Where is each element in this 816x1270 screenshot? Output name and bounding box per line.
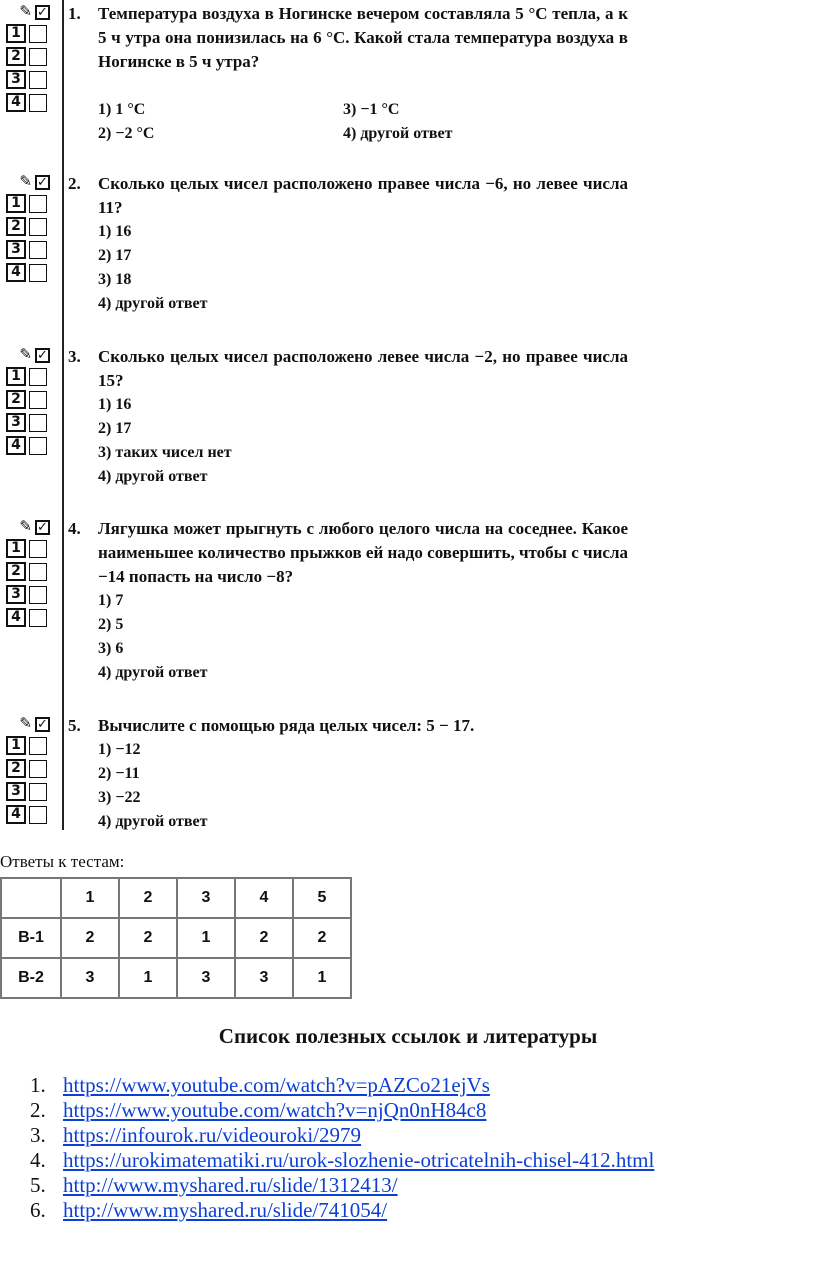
answer-option: 1) 1 °С <box>98 101 146 118</box>
empty-answer-box[interactable] <box>29 391 47 409</box>
pencil-icon: ✎ <box>19 715 32 732</box>
table-row <box>1 918 351 958</box>
answer-choice-row <box>6 261 58 284</box>
answer-option: 4) другой ответ <box>98 468 208 485</box>
answer-cell: 1 <box>293 958 351 998</box>
question-text: Лягушка может прыгнуть с любого целого числа на соседнее. Какое наименьшее количество прыжков ей надо совершить, чтобы с числа −14 попасть на число −8? <box>98 519 628 586</box>
table-header-cell: 2 <box>119 878 177 918</box>
empty-answer-box[interactable] <box>29 218 47 236</box>
answer-choice-row <box>6 45 58 68</box>
empty-answer-box[interactable] <box>29 368 47 386</box>
table-row <box>1 958 351 998</box>
answer-cell: 1 <box>177 918 235 958</box>
answer-option: 2) −11 <box>98 765 140 782</box>
pencil-icon: ✎ <box>19 518 32 535</box>
pen-row <box>6 345 58 365</box>
choice-number-box: 3 <box>6 585 26 604</box>
list-item <box>30 1173 654 1198</box>
pen-row <box>6 2 58 22</box>
answer-option: 3) 18 <box>98 271 132 288</box>
question-number: 5. <box>68 716 81 735</box>
answer-option: 2) 17 <box>98 247 132 264</box>
empty-answer-box[interactable] <box>29 71 47 89</box>
answers-caption: Ответы к тестам: <box>0 852 125 871</box>
answer-option: 4) другой ответ <box>98 295 208 312</box>
answer-option: 4) другой ответ <box>343 125 453 142</box>
empty-answer-box[interactable] <box>29 586 47 604</box>
question-block <box>0 714 640 874</box>
question-number: 2. <box>68 174 81 193</box>
empty-answer-box[interactable] <box>29 737 47 755</box>
empty-answer-box[interactable] <box>29 48 47 66</box>
pencil-icon: ✎ <box>19 3 32 20</box>
table-header-row <box>1 878 351 918</box>
answer-choice-row <box>6 238 58 261</box>
answer-choice-row <box>6 365 58 388</box>
question-text: Вычислите с помощью ряда целых чисел: 5 − 17. <box>98 716 475 735</box>
question-number: 4. <box>68 519 81 538</box>
answer-cell: 1 <box>119 958 177 998</box>
pen-row <box>6 172 58 192</box>
list-item-number: 4. <box>30 1148 46 1172</box>
reference-link[interactable]: http://www.myshared.ru/slide/1312413/ <box>63 1173 398 1197</box>
empty-answer-box[interactable] <box>29 783 47 801</box>
answer-option: 4) другой ответ <box>98 813 208 830</box>
choice-number-box: 4 <box>6 608 26 627</box>
list-item <box>30 1073 654 1098</box>
list-item <box>30 1198 654 1223</box>
table-header-cell: 5 <box>293 878 351 918</box>
answer-choice-row <box>6 583 58 606</box>
variant-label-cell: В-2 <box>1 958 61 998</box>
choice-number-box: 1 <box>6 736 26 755</box>
choice-number-box: 4 <box>6 93 26 112</box>
answer-cell: 2 <box>61 918 119 958</box>
answer-marks <box>6 345 58 457</box>
answer-option: 2) −2 °С <box>98 125 155 142</box>
answer-choice-row <box>6 215 58 238</box>
empty-answer-box[interactable] <box>29 414 47 432</box>
answer-choice-row <box>6 734 58 757</box>
question-number: 3. <box>68 347 81 366</box>
list-item <box>30 1148 654 1173</box>
choice-number-box: 2 <box>6 217 26 236</box>
reference-link[interactable]: https://www.youtube.com/watch?v=pAZCo21ejVs <box>63 1073 490 1097</box>
list-item-number: 1. <box>30 1073 46 1097</box>
list-item-number: 6. <box>30 1198 46 1222</box>
reference-link[interactable]: https://www.youtube.com/watch?v=njQn0nH84c8 <box>63 1098 487 1122</box>
answer-choice-row <box>6 757 58 780</box>
choice-number-box: 2 <box>6 47 26 66</box>
answer-marks <box>6 714 58 826</box>
answer-cell: 3 <box>61 958 119 998</box>
question-block <box>0 345 640 505</box>
choice-number-box: 1 <box>6 194 26 213</box>
pen-row <box>6 714 58 734</box>
answer-choice-row <box>6 388 58 411</box>
answer-option: 3) таких чисел нет <box>98 444 232 461</box>
answer-cell: 2 <box>119 918 177 958</box>
answer-cell: 2 <box>235 918 293 958</box>
pen-row <box>6 517 58 537</box>
checkbox-icon: ✓ <box>35 348 50 363</box>
literature-list <box>30 1073 654 1223</box>
answer-option: 2) 5 <box>98 616 124 633</box>
empty-answer-box[interactable] <box>29 540 47 558</box>
answer-choice-row <box>6 560 58 583</box>
answer-choice-row <box>6 537 58 560</box>
checkbox-icon: ✓ <box>35 717 50 732</box>
answer-choice-row <box>6 434 58 457</box>
list-item-number: 2. <box>30 1098 46 1122</box>
answer-marks <box>6 517 58 629</box>
empty-answer-box[interactable] <box>29 760 47 778</box>
empty-answer-box[interactable] <box>29 94 47 112</box>
answer-cell: 2 <box>293 918 351 958</box>
question-block <box>0 517 640 681</box>
table-header-cell <box>1 878 61 918</box>
list-item-number: 3. <box>30 1123 46 1147</box>
choice-number-box: 2 <box>6 390 26 409</box>
empty-answer-box[interactable] <box>29 806 47 824</box>
empty-answer-box[interactable] <box>29 609 47 627</box>
answer-marks <box>6 2 58 114</box>
answer-choice-row <box>6 803 58 826</box>
answer-option: 1) 16 <box>98 223 132 240</box>
answer-choice-row <box>6 22 58 45</box>
question-number: 1. <box>68 4 81 23</box>
answer-marks <box>6 172 58 284</box>
answer-option: 1) −12 <box>98 741 141 758</box>
answers-table <box>0 877 352 999</box>
list-item <box>30 1123 654 1148</box>
table-header-cell: 1 <box>61 878 119 918</box>
choice-number-box: 3 <box>6 782 26 801</box>
answer-options <box>98 738 618 834</box>
checkbox-icon: ✓ <box>35 175 50 190</box>
choice-number-box: 2 <box>6 759 26 778</box>
list-item-number: 5. <box>30 1173 46 1197</box>
answer-option: 3) 6 <box>98 640 124 657</box>
literature-title: Список полезных ссылок и литературы <box>218 1024 598 1048</box>
choice-number-box: 4 <box>6 263 26 282</box>
answer-options <box>98 98 618 146</box>
choice-number-box: 3 <box>6 240 26 259</box>
question-text: Сколько целых чисел расположено правее числа −6, но левее числа 11? <box>98 174 628 217</box>
answer-choice-row <box>6 780 58 803</box>
answer-choice-row <box>6 192 58 215</box>
empty-answer-box[interactable] <box>29 195 47 213</box>
checkbox-icon: ✓ <box>35 5 50 20</box>
answer-choice-row <box>6 411 58 434</box>
reference-link[interactable]: https://urokimatematiki.ru/urok-slozhenie-otricatelnih-chisel-412.html <box>63 1148 655 1172</box>
question-text: Температура воздуха в Ногинске вечером составляла 5 °С тепла, а к 5 ч утра она понизилась на 6 °С. Какой стала температура воздуха в Ногинске в 5 ч утра? <box>98 4 628 71</box>
checkbox-icon: ✓ <box>35 520 50 535</box>
choice-number-box: 1 <box>6 367 26 386</box>
choice-number-box: 1 <box>6 24 26 43</box>
answer-cell: 3 <box>235 958 293 998</box>
answer-choice-row <box>6 91 58 114</box>
empty-answer-box[interactable] <box>29 241 47 259</box>
choice-number-box: 2 <box>6 562 26 581</box>
answer-options <box>98 393 618 489</box>
question-block <box>0 2 640 162</box>
pencil-icon: ✎ <box>19 346 32 363</box>
answer-choice-row <box>6 68 58 91</box>
answer-option: 3) −22 <box>98 789 141 806</box>
choice-number-box: 3 <box>6 70 26 89</box>
choice-number-box: 3 <box>6 413 26 432</box>
pencil-icon: ✎ <box>19 173 32 190</box>
table-header-cell: 3 <box>177 878 235 918</box>
table-header-cell: 4 <box>235 878 293 918</box>
list-item <box>30 1098 654 1123</box>
answer-option: 1) 16 <box>98 396 132 413</box>
answer-cell: 3 <box>177 958 235 998</box>
empty-answer-box[interactable] <box>29 264 47 282</box>
answer-options <box>98 589 618 685</box>
empty-answer-box[interactable] <box>29 437 47 455</box>
variant-label-cell: В-1 <box>1 918 61 958</box>
reference-link[interactable]: https://infourok.ru/videouroki/2979 <box>63 1123 362 1147</box>
answer-option: 1) 7 <box>98 592 124 609</box>
choice-number-box: 4 <box>6 805 26 824</box>
answer-choice-row <box>6 606 58 629</box>
question-block <box>0 172 640 332</box>
reference-link[interactable]: http://www.myshared.ru/slide/741054/ <box>63 1198 388 1222</box>
choice-number-box: 1 <box>6 539 26 558</box>
question-text: Сколько целых чисел расположено левее числа −2, но правее числа 15? <box>98 347 628 390</box>
choice-number-box: 4 <box>6 436 26 455</box>
answer-option: 4) другой ответ <box>98 664 208 681</box>
empty-answer-box[interactable] <box>29 563 47 581</box>
answer-option: 2) 17 <box>98 420 132 437</box>
answer-options <box>98 220 618 316</box>
answer-option: 3) −1 °С <box>343 101 400 118</box>
empty-answer-box[interactable] <box>29 25 47 43</box>
